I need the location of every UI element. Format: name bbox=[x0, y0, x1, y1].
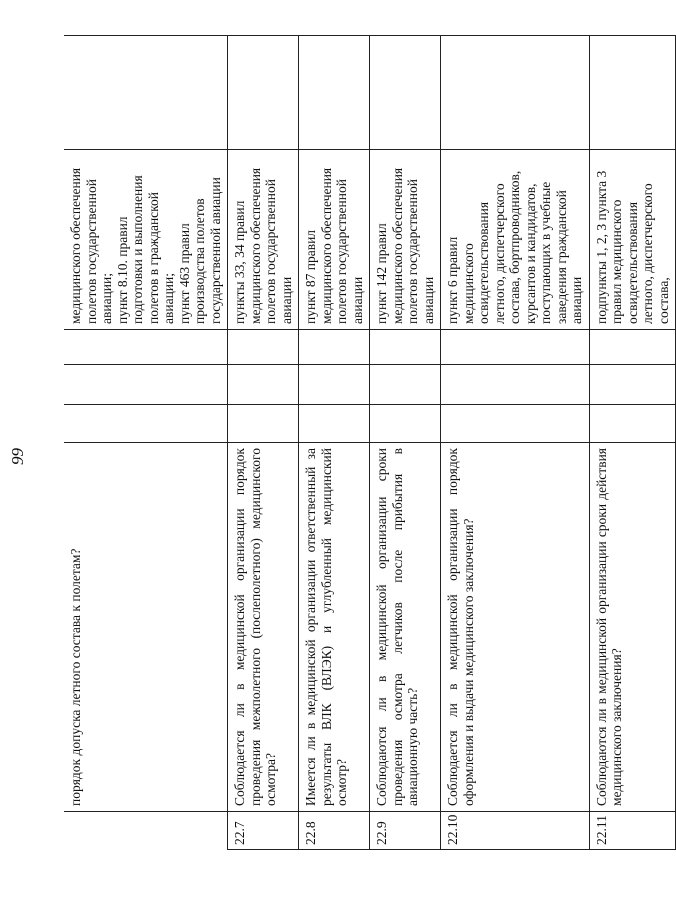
answer-yes-cell bbox=[441, 405, 590, 443]
answer-no-cell bbox=[299, 365, 370, 405]
answer-no-cell bbox=[64, 365, 228, 405]
question-text: Соблюдаются ли в медицинской организации сроки действия медицинского заключения? bbox=[589, 443, 676, 812]
answer-yes-cell bbox=[228, 405, 299, 443]
notes-cell bbox=[228, 36, 299, 150]
answer-na-cell bbox=[299, 330, 370, 365]
table-row bbox=[589, 36, 676, 850]
question-text: Соблюдаются ли в медицинской организации сроки проведения осмотра летчиков после прибытия в авиационную часть? bbox=[370, 443, 441, 812]
row-number: 22.9 bbox=[370, 812, 441, 850]
row-number: 22.10 bbox=[441, 812, 590, 850]
answer-yes-cell bbox=[299, 405, 370, 443]
table-row bbox=[228, 36, 299, 850]
notes-cell bbox=[64, 36, 228, 150]
legal-reference: медицинского обеспечения полетов государственной авиации; пункт 8.10. правил подготовки и выполнения полетов в гражданской авиации; пункт 463 правил производства полетов государственной авиации bbox=[64, 150, 228, 330]
notes-cell bbox=[589, 36, 676, 150]
legal-reference: подпункты 1, 2, 3 пункта 3 правил медицинского освидетельствования летного, диспетчерского состава, bbox=[589, 150, 676, 330]
answer-no-cell bbox=[370, 365, 441, 405]
table-row bbox=[64, 36, 228, 850]
page-number: 99 bbox=[8, 448, 27, 465]
legal-reference: пункты 33, 34 правил медицинского обеспечения полетов государственной авиации bbox=[228, 150, 299, 330]
answer-na-cell bbox=[441, 330, 590, 365]
notes-cell bbox=[441, 36, 590, 150]
checklist-table bbox=[64, 35, 676, 850]
answer-na-cell bbox=[228, 330, 299, 365]
question-text: Соблюдается ли в медицинской организации порядок проведения межполетного (послеполетного) медицинского осмотра? bbox=[228, 443, 299, 812]
row-number: 22.7 bbox=[228, 812, 299, 850]
row-number bbox=[64, 812, 228, 850]
notes-cell bbox=[299, 36, 370, 150]
table-row bbox=[299, 36, 370, 850]
answer-yes-cell bbox=[370, 405, 441, 443]
answer-no-cell bbox=[441, 365, 590, 405]
table-row bbox=[441, 36, 590, 850]
legal-reference: пункт 6 правил медицинского освидетельствования летного, диспетчерского состава, бортпроводников, курсантов и кандидатов, поступающих в учебные заведения гражданской авиации bbox=[441, 150, 590, 330]
question-text: порядок допуска летного состава к полетам? bbox=[64, 443, 228, 812]
answer-no-cell bbox=[589, 365, 676, 405]
question-text: Соблюдается ли в медицинской организации порядок оформления и выдачи медицинского заключения? bbox=[441, 443, 590, 812]
question-text: Имеется ли в медицинской организации ответственный за результаты ВЛК (ВЛЭК) и углубленный медицинский осмотр? bbox=[299, 443, 370, 812]
legal-reference: пункт 142 правил медицинского обеспечения полетов государственной авиации bbox=[370, 150, 441, 330]
answer-no-cell bbox=[228, 365, 299, 405]
row-number: 22.8 bbox=[299, 812, 370, 850]
answer-na-cell bbox=[589, 330, 676, 365]
notes-cell bbox=[370, 36, 441, 150]
answer-yes-cell bbox=[589, 405, 676, 443]
table-row bbox=[370, 36, 441, 850]
legal-reference: пункт 87 правил медицинского обеспечения полетов государственной авиации bbox=[299, 150, 370, 330]
answer-na-cell bbox=[370, 330, 441, 365]
answer-na-cell bbox=[64, 330, 228, 365]
row-number: 22.11 bbox=[589, 812, 676, 850]
answer-yes-cell bbox=[64, 405, 228, 443]
